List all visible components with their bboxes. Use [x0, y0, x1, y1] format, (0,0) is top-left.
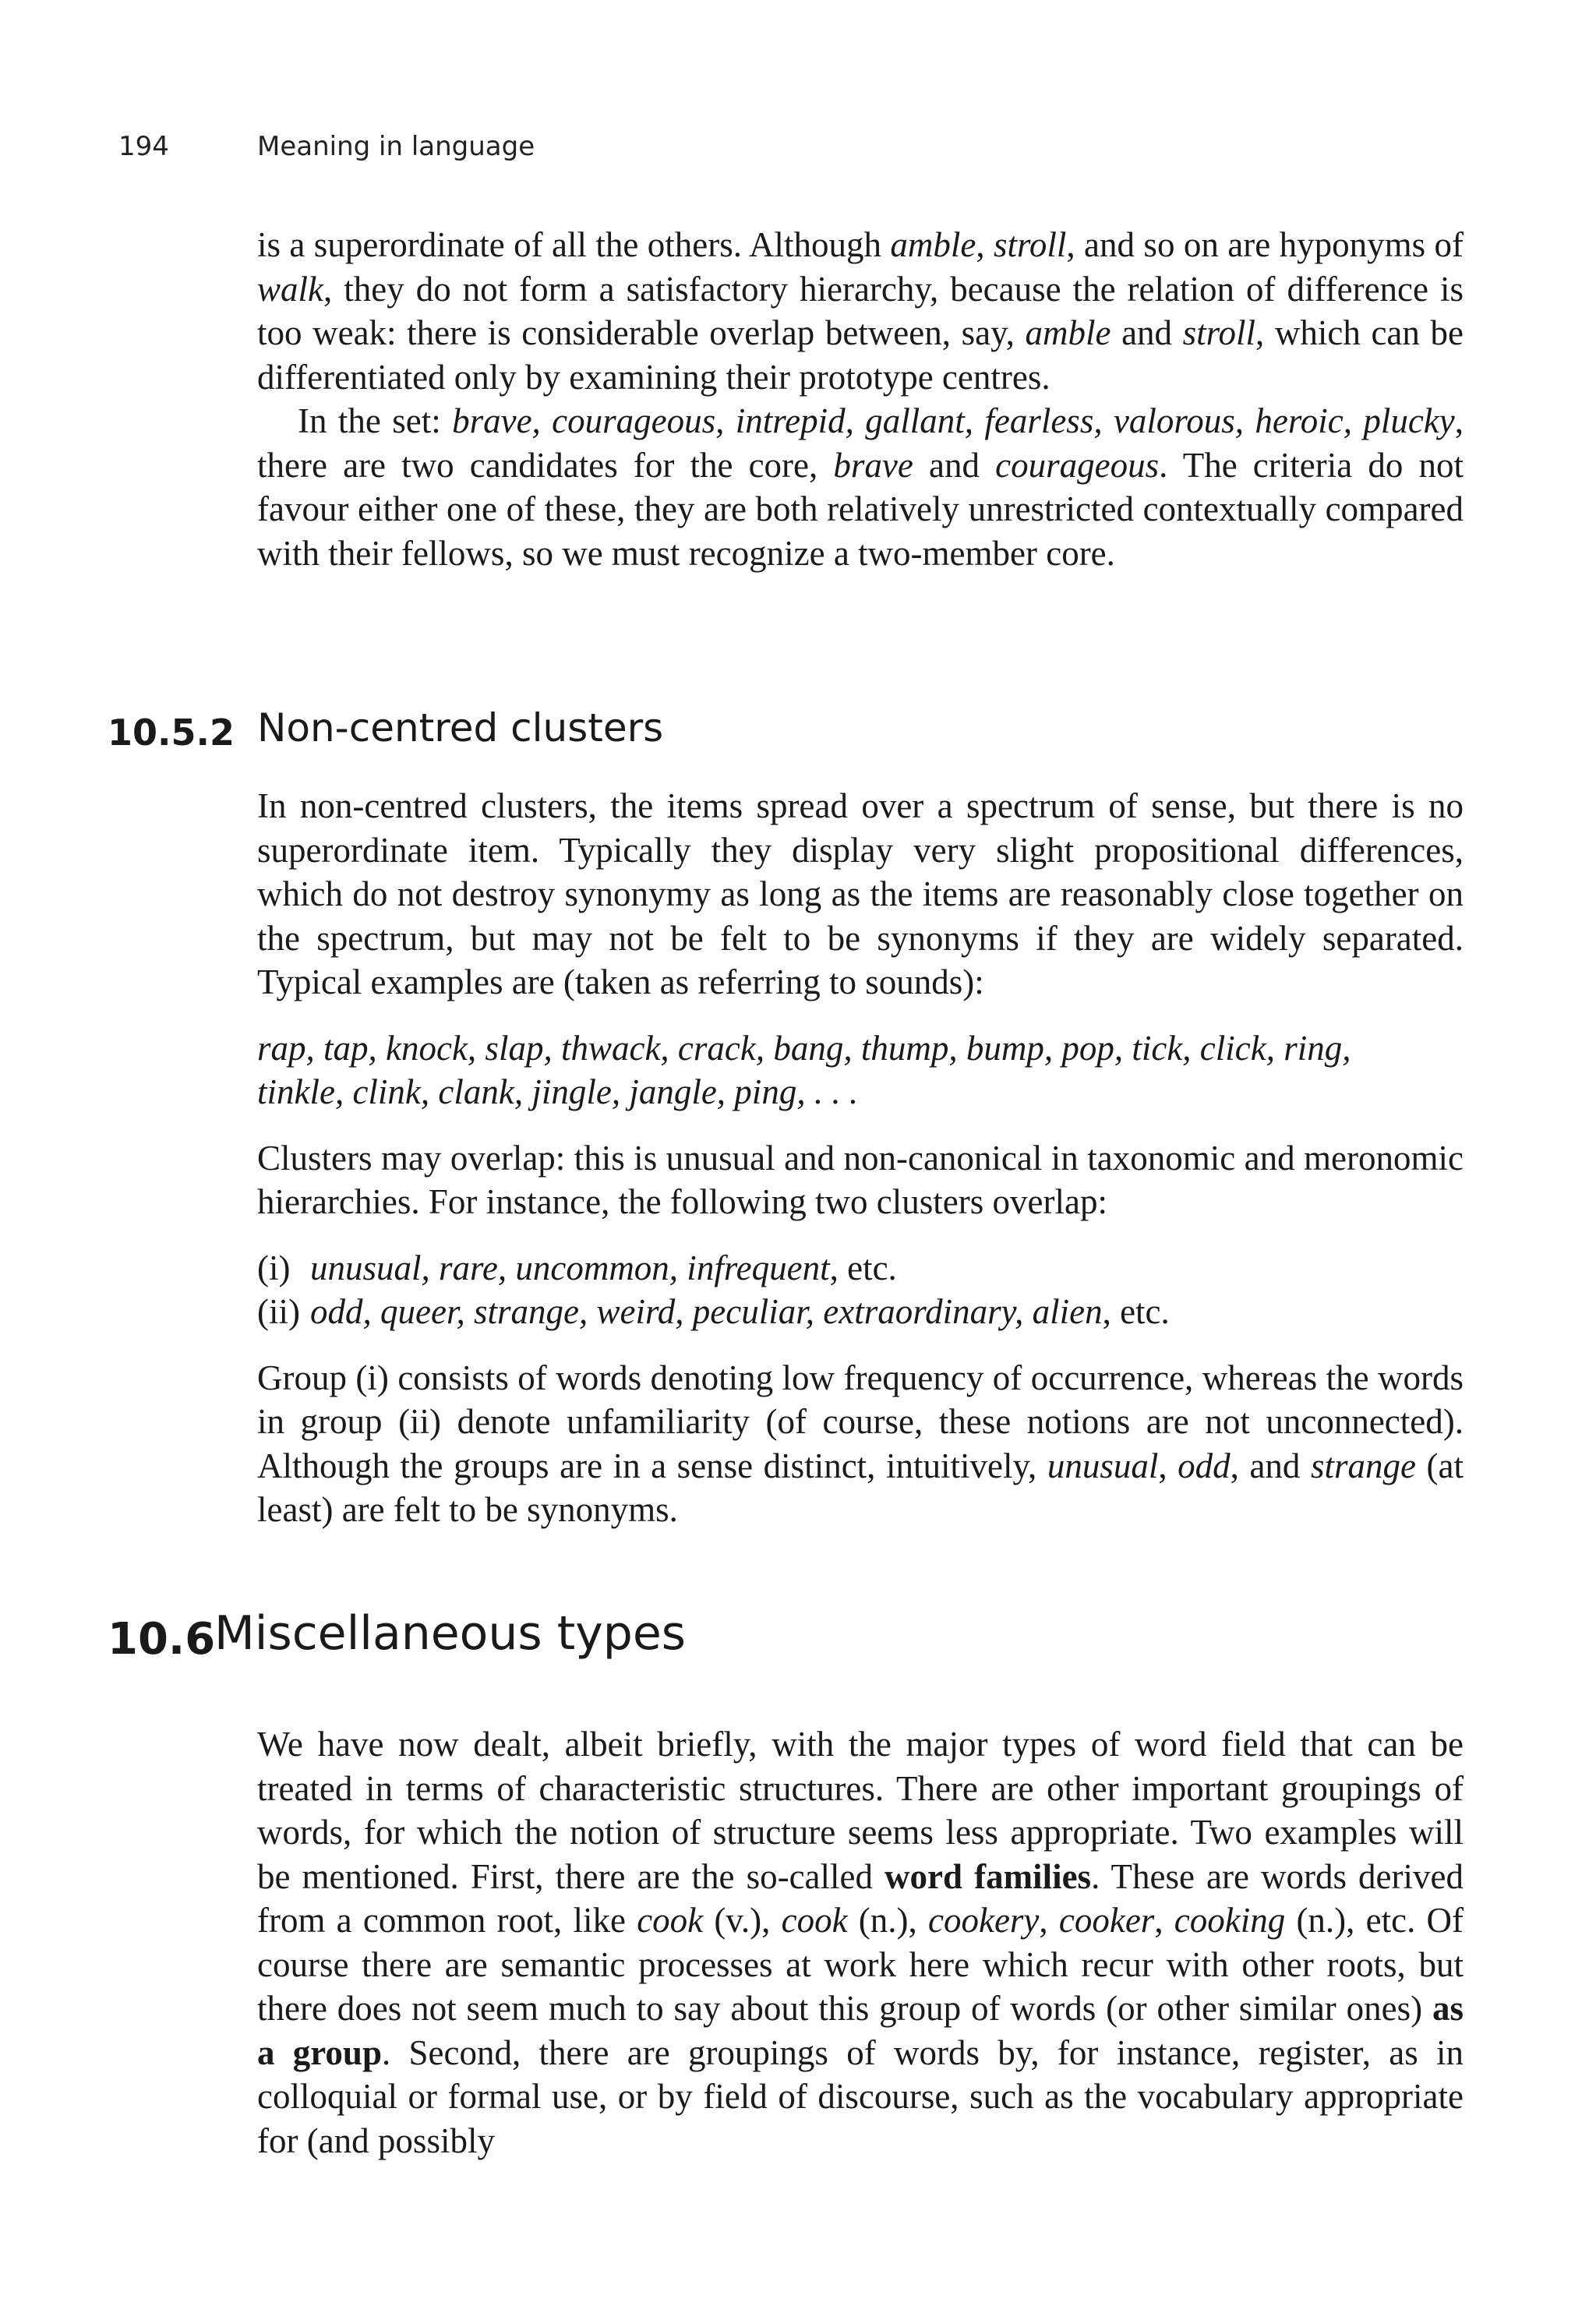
paragraph — [257, 223, 1464, 399]
text-run: In the set: — [298, 401, 453, 440]
text-run: , — [1154, 1901, 1174, 1940]
italic-term: cook — [781, 1901, 848, 1940]
italic-term: amble — [1025, 313, 1111, 352]
text-run: , which can be differentiated only by examining their prototype centres. — [257, 313, 1464, 397]
italic-term: brave, courageous, intrepid, gallant, fearless, valorous, heroic, plucky — [452, 401, 1455, 440]
example-line: tinkle, clink, clank, jingle, jangle, ping, . . . — [257, 1072, 859, 1111]
list-label: (ii) — [257, 1292, 300, 1331]
italic-term: cooker — [1058, 1901, 1155, 1940]
running-title: Meaning in language — [257, 131, 535, 162]
paragraph — [257, 784, 1464, 1005]
section-number: 10.6 — [108, 1614, 216, 1665]
text-run: (at least) are felt to be synonyms. — [257, 1446, 1464, 1529]
example-list — [257, 1246, 1464, 1334]
page-number: 194 — [118, 131, 169, 162]
list-text — [310, 1290, 1170, 1334]
italic-term: cooking — [1174, 1901, 1286, 1940]
section-number: 10.5.2 — [108, 712, 235, 754]
section-title: Non-centred clusters — [257, 705, 664, 750]
section-10-6-block — [257, 1722, 1464, 2163]
text-run: Group (i) consists of words denoting low frequency of occurrence, whereas the words in group (ii) denote unfamiliarity (of course, these notions are not unconnected). Although the groups are in a sense distinct, intuitively, — [257, 1358, 1464, 1485]
paragraph — [257, 1722, 1464, 2163]
list-label: (i) — [257, 1248, 291, 1287]
example-line: rap, tap, knock, slap, thwack, crack, bang, thump, bump, pop, tick, click, ring, — [257, 1028, 1351, 1068]
italic-term: unusual — [1047, 1446, 1159, 1485]
text-run: , and so on are hyponyms of — [1066, 225, 1464, 264]
text-run: , they do not form a satisfactory hierarchy, because the relation of difference is too weak: there is considerable overlap between, say, — [257, 269, 1464, 352]
italic-term: stroll — [994, 225, 1067, 264]
list-item — [257, 1246, 1464, 1291]
text-run: , — [976, 225, 994, 264]
bold-term: as a group — [257, 1989, 1464, 2072]
text-run: (n.), etc. Of course there are semantic processes at work here which recur with other roots, but there does not seem much to say about this group of words (or other similar ones) — [257, 1901, 1464, 2028]
italic-term: walk — [257, 269, 323, 309]
running-header — [118, 131, 535, 162]
text-run: , — [1158, 1446, 1178, 1485]
text-run: , etc. — [829, 1248, 897, 1287]
italic-term: odd, queer, strange, weird, peculiar, extraordinary, alien — [310, 1292, 1103, 1331]
section-title: Miscellaneous types — [214, 1606, 687, 1661]
italic-term: amble — [890, 225, 976, 264]
text-run: and — [1110, 313, 1183, 352]
text-run: (n.), — [847, 1901, 928, 1940]
text-run: . The criteria do not favour either one of these, they are both relatively unrestricted contextually compared with their fellows, so we must recognize a two-member core. — [257, 445, 1464, 573]
text-run: Clusters may overlap: this is unusual and non-canonical in taxonomic and meronomic hierarchies. For instance, the following two clusters overlap: — [257, 1138, 1464, 1221]
paragraph — [257, 1136, 1464, 1224]
text-run: , — [1039, 1901, 1059, 1940]
italic-term: cook — [637, 1901, 704, 1940]
intro-block — [257, 223, 1464, 575]
italic-term: strange — [1310, 1446, 1416, 1485]
italic-term: odd — [1178, 1446, 1231, 1485]
text-run: , there are two candidates for the core, — [257, 401, 1464, 485]
section-10-5-2-block — [257, 784, 1464, 1532]
text-run: , etc. — [1102, 1292, 1170, 1331]
bold-term: word families — [885, 1856, 1092, 1896]
paragraph — [257, 399, 1464, 575]
text-run: and — [913, 445, 996, 485]
list-text — [310, 1246, 897, 1291]
text-run: In non-centred clusters, the items spread over a spectrum of sense, but there is no superordinate item. Typically they display very slight propositional differences, which do not destroy synonymy as long as the items are reasonably close together on the spectrum, but may not be felt to be synonyms if they are widely separated. Typical examples are (taken as referring to sounds): — [257, 786, 1464, 1001]
italic-term: unusual, rare, uncommon, infrequent — [310, 1248, 830, 1287]
text-run: . These are words derived from a common root, like — [257, 1856, 1464, 1940]
text-run: . Second, there are groupings of words by, for instance, register, as in colloquial or formal use, or by field of discourse, such as the vocabulary appropriate for (and possibly — [257, 2032, 1464, 2160]
text-run: , and — [1230, 1446, 1311, 1485]
list-item — [257, 1290, 1464, 1334]
text-run: We have now dealt, albeit briefly, with the major types of word field that can be treated in terms of characteristic structures. There are other important groupings of words, for which the notion of structure seems less appropriate. Two examples will be mentioned. First, there are the so-called — [257, 1725, 1464, 1896]
italic-term: cookery — [928, 1901, 1040, 1940]
italic-term: courageous — [995, 445, 1160, 485]
italic-term: stroll — [1182, 313, 1256, 352]
text-run: (v.), — [703, 1901, 782, 1940]
italic-term: brave — [833, 445, 913, 485]
text-run: is a superordinate of all the others. Although — [257, 225, 891, 264]
paragraph — [257, 1356, 1464, 1532]
